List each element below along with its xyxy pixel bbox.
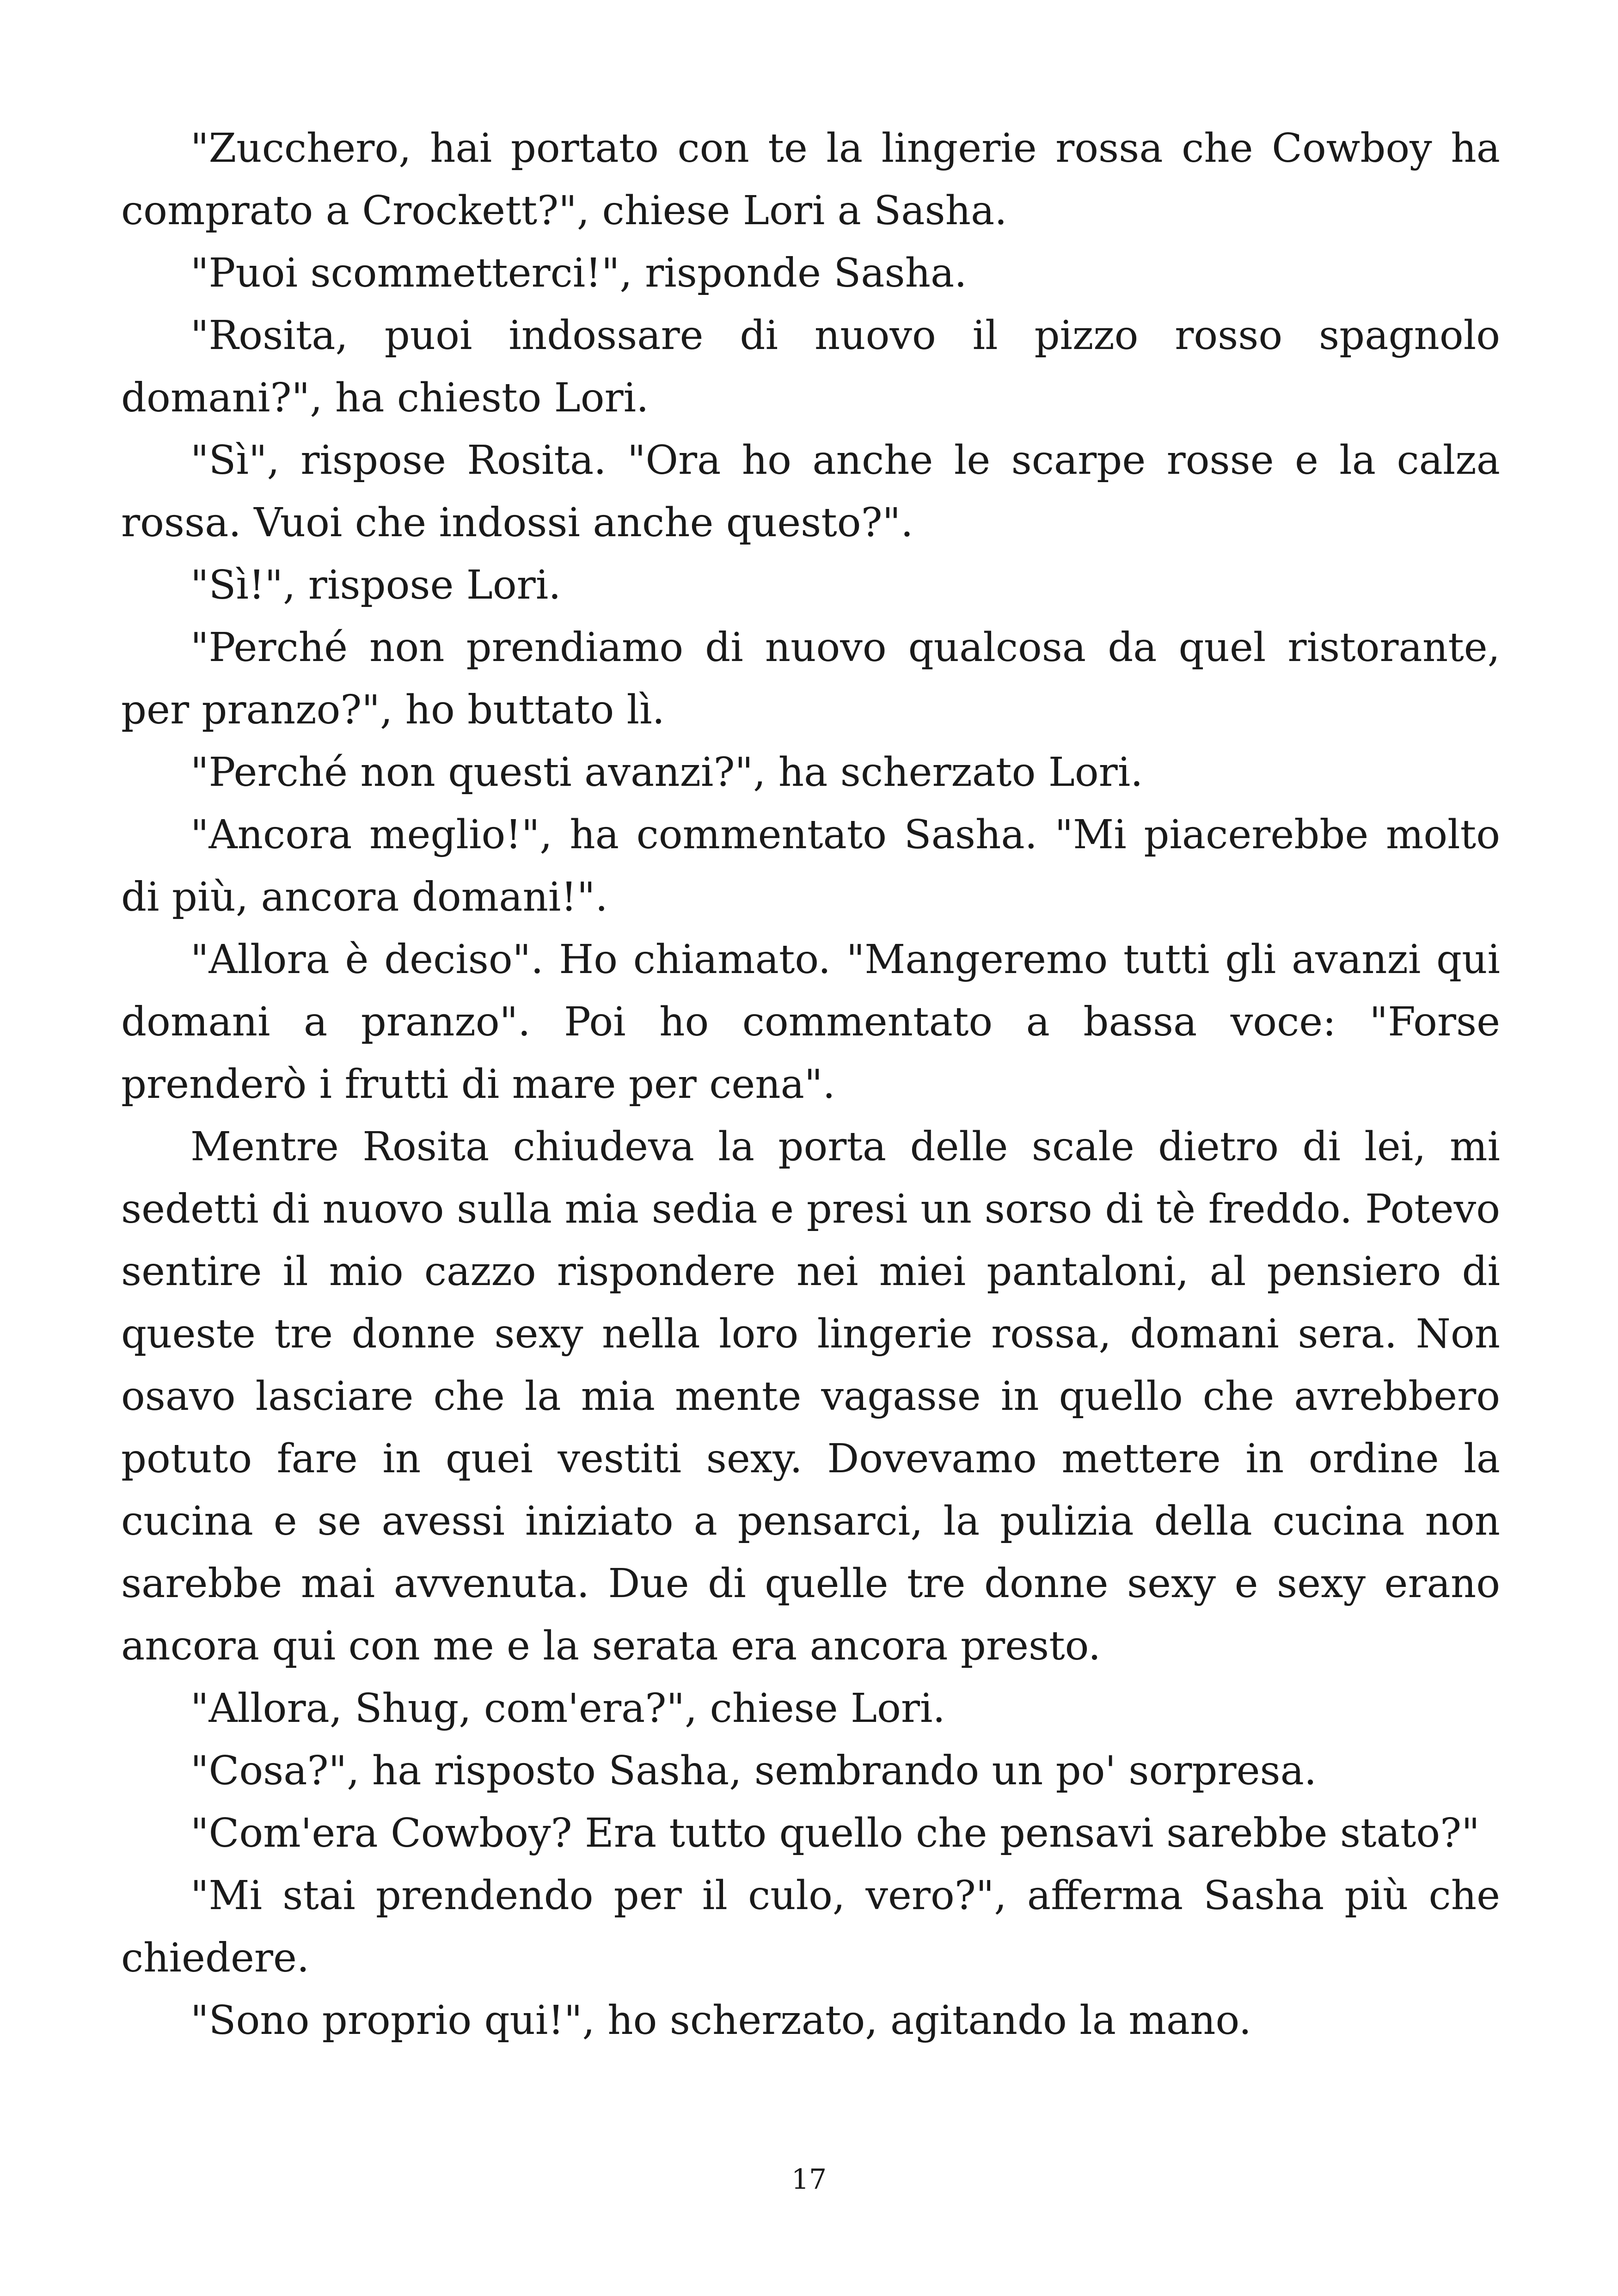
paragraph: "Mi stai prendendo per il culo, vero?", afferma Sasha più che chiedere. — [121, 1873, 1500, 1981]
paragraph: "Ancora meglio!", ha commentato Sasha. "Mi piacerebbe molto di più, ancora domani!". — [121, 812, 1500, 920]
paragraph: "Sì!", rispose Lori. — [190, 562, 561, 608]
paragraph: "Allora, Shug, com'era?", chiese Lori. — [190, 1685, 945, 1732]
paragraph: "Puoi scommetterci!", risponde Sasha. — [190, 250, 967, 296]
paragraph: "Cosa?", ha risposto Sasha, sembrando un po' sorpresa. — [190, 1748, 1317, 1794]
paragraph: "Rosita, puoi indossare di nuovo il pizzo rosso spagnolo domani?", ha chiesto Lori. — [121, 312, 1500, 421]
paragraph: "Allora è deciso". Ho chiamato. "Mangeremo tutti gli avanzi qui domani a pranzo". Poi ho commentato a bassa voce: "Forse prenderò i frutti di mare per cena". — [121, 937, 1500, 1108]
paragraph: "Perché non prendiamo di nuovo qualcosa da quel ristorante, per pranzo?", ho buttato lì. — [121, 625, 1500, 733]
paragraph: "Sì", rispose Rosita. "Ora ho anche le scarpe rosse e la calza rossa. Vuoi che indossi anche questo?". — [121, 437, 1500, 546]
paragraph: Mentre Rosita chiudeva la porta delle scale dietro di lei, mi sedetti di nuovo sulla mia sedia e presi un sorso di tè freddo. Potevo sentire il mio cazzo rispondere nei miei pantaloni, al pensiero di queste tre donne sexy nella loro lingerie rossa, domani sera. Non osavo lasciare che la mia mente vagasse in quello che avrebbero potuto fare in quei vestiti sexy. Dovevamo mettere in ordine la cucina e se avessi iniziato a pensarci, la pulizia della cucina non sarebbe mai avvenuta. Due di quelle tre donne sexy e sexy erano ancora qui con me e la serata era ancora presto. — [121, 1124, 1500, 1669]
paragraph: "Sono proprio qui!", ho scherzato, agitando la mano. — [190, 1997, 1252, 2044]
paragraph: "Zucchero, hai portato con te la lingerie rossa che Cowboy ha comprato a Crockett?", chiese Lori a Sasha. — [121, 125, 1500, 234]
paragraph: "Com'era Cowboy? Era tutto quello che pensavi sarebbe stato?" — [190, 1810, 1480, 1856]
page-number: 17 — [791, 2163, 827, 2196]
paragraph: "Perché non questi avanzi?", ha scherzato Lori. — [190, 749, 1143, 796]
body-text — [121, 117, 1500, 2052]
